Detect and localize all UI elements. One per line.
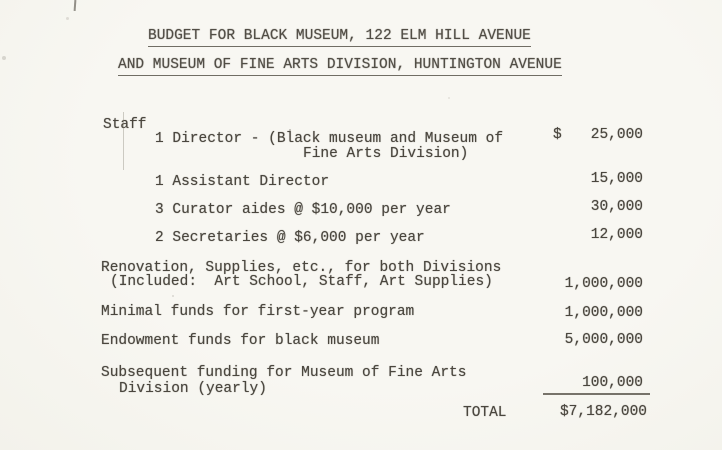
staff-item-assistant-director: 1 Assistant Director [155,174,330,190]
staff-item-assistant-director-amount: 15,000 [590,171,643,187]
scan-speck [289,129,291,131]
budget-item-renovation-line2: (Included: Art School, Staff, Art Supplies) [110,274,493,290]
staff-item-director-amount: 25,000 [590,127,643,143]
budget-item-renovation-amount: 1,000,000 [564,276,643,292]
staff-item-curator-aides: 3 Curator aides @ $10,000 per year [155,202,451,218]
budget-item-renovation-line1: Renovation, Supplies, etc., for both Divisions [101,260,502,276]
scan-speck [2,56,6,60]
budget-item-subsequent-funding-amount: 100,000 [582,375,643,391]
scan-speck [448,97,450,99]
budget-item-endowment-funds: Endowment funds for black museum [101,333,380,349]
staff-item-director-line2: Fine Arts Division) [303,146,469,162]
scan-speck [66,17,69,20]
staff-item-director-line1: 1 Director - (Black museum and Museum of [155,131,504,147]
scan-speck [172,295,174,297]
staff-item-secretaries-amount: 12,000 [590,227,643,243]
currency-symbol: $ [553,127,562,143]
staff-item-secretaries: 2 Secretaries @ $6,000 per year [155,230,425,246]
budget-item-subsequent-funding-line1: Subsequent funding for Museum of Fine Arts [101,365,467,381]
scan-mark-top [74,0,77,11]
subtotal-underline [543,393,650,395]
staff-item-curator-aides-amount: 30,000 [590,199,643,215]
document-title-line1: BUDGET FOR BLACK MUSEUM, 122 ELM HILL AVENUE [148,29,531,47]
budget-item-endowment-funds-amount: 5,000,000 [564,332,643,348]
pencil-mark-line [123,112,124,170]
document-title-line2: AND MUSEUM OF FINE ARTS DIVISION, HUNTINGTON AVENUE [118,58,562,76]
budget-item-minimal-funds: Minimal funds for first-year program [101,304,415,320]
budget-item-subsequent-funding-line2: Division (yearly) [119,381,267,397]
total-amount: $7,182,000 [559,404,647,420]
budget-item-minimal-funds-amount: 1,000,000 [564,305,643,321]
staff-section-heading: Staff [103,117,147,133]
total-label: TOTAL [463,405,507,421]
